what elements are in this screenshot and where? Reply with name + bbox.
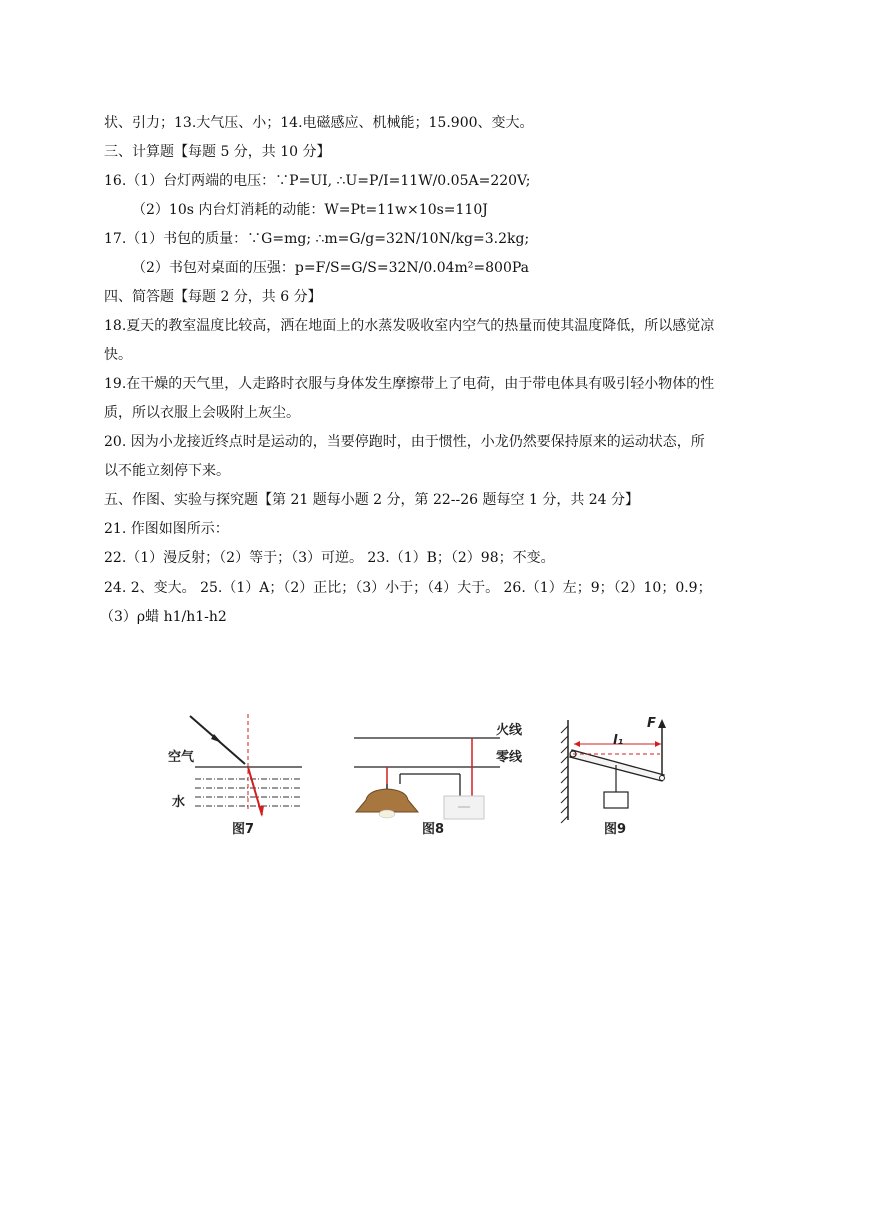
answer-26-part3: （3）ρ蜡 h1/h1-h2 bbox=[100, 609, 227, 625]
section-4-heading: 四、简答题【每题 2 分，共 6 分】 bbox=[104, 289, 322, 305]
figure-9 bbox=[558, 712, 673, 837]
answer-16-part2: （2）10s 内台灯消耗的动能：W=Pt=11w×10s=110J bbox=[132, 202, 488, 218]
figure-8 bbox=[352, 712, 537, 837]
air-label: 空气 bbox=[168, 750, 195, 765]
arm-length-label: l₁ bbox=[613, 733, 624, 748]
figure-7-caption: 图7 bbox=[232, 822, 255, 837]
figure-7 bbox=[160, 712, 310, 837]
answer-22-23: 22.（1）漫反射；（2）等于；（3）可逆。 23.（1）B；（2）98；不变。 bbox=[104, 550, 555, 566]
answer-18-line1: 18.夏天的教室温度比较高，洒在地面上的水蒸发吸收室内空气的热量而使其温度降低，所以感觉凉 bbox=[104, 318, 715, 334]
water-label: 水 bbox=[172, 795, 186, 810]
answer-21: 21. 作图如图所示： bbox=[104, 521, 229, 537]
answer-16-part1: 16.（1）台灯两端的电压：∵P=UI, ∴U=P/I=11W/0.05A=220V; bbox=[104, 173, 531, 189]
section-3-heading: 三、计算题【每题 5 分，共 10 分】 bbox=[104, 144, 331, 160]
force-label: F bbox=[647, 716, 656, 731]
live-wire-label: 火线 bbox=[496, 723, 523, 738]
neutral-wire-label: 零线 bbox=[496, 750, 523, 765]
answer-18-line2: 快。 bbox=[104, 347, 132, 363]
answer-17-part1: 17.（1）书包的质量：∵G=mg; ∴m=G/g=32N/10N/kg=3.2kg; bbox=[104, 231, 530, 247]
answer-19-line2: 质，所以衣服上会吸附上灰尘。 bbox=[104, 405, 300, 421]
figure-8-caption: 图8 bbox=[422, 822, 445, 837]
answer-20-line1: 20. 因为小龙接近终点时是运动的，当要停跑时，由于惯性，小龙仍然要保持原来的运动状态，所 bbox=[104, 434, 705, 450]
answer-17-part2: （2）书包对桌面的压强：p=F/S=G/S=32N/0.04m²=800Pa bbox=[132, 260, 530, 276]
answer-20-line2: 以不能立刻停下来。 bbox=[104, 463, 230, 479]
section-5-heading: 五、作图、实验与探究题【第 21 题每小题 2 分，第 22--26 题每空 1 分，共 24 分】 bbox=[104, 492, 640, 508]
answer-line-13-15: 状、引力；13.大气压、小；14.电磁感应、机械能；15.900、变大。 bbox=[104, 115, 534, 131]
figure-9-caption: 图9 bbox=[604, 822, 627, 837]
answer-19-line1: 19.在干燥的天气里，人走路时衣服与身体发生摩擦带上了电荷，由于带电体具有吸引轻小物体的性 bbox=[104, 376, 715, 392]
answer-24-26: 24. 2、变大。 25.（1）A；（2）正比；（3）小于；（4）大于。 26.（1）左；9；（2）10；0.9； bbox=[104, 580, 712, 596]
